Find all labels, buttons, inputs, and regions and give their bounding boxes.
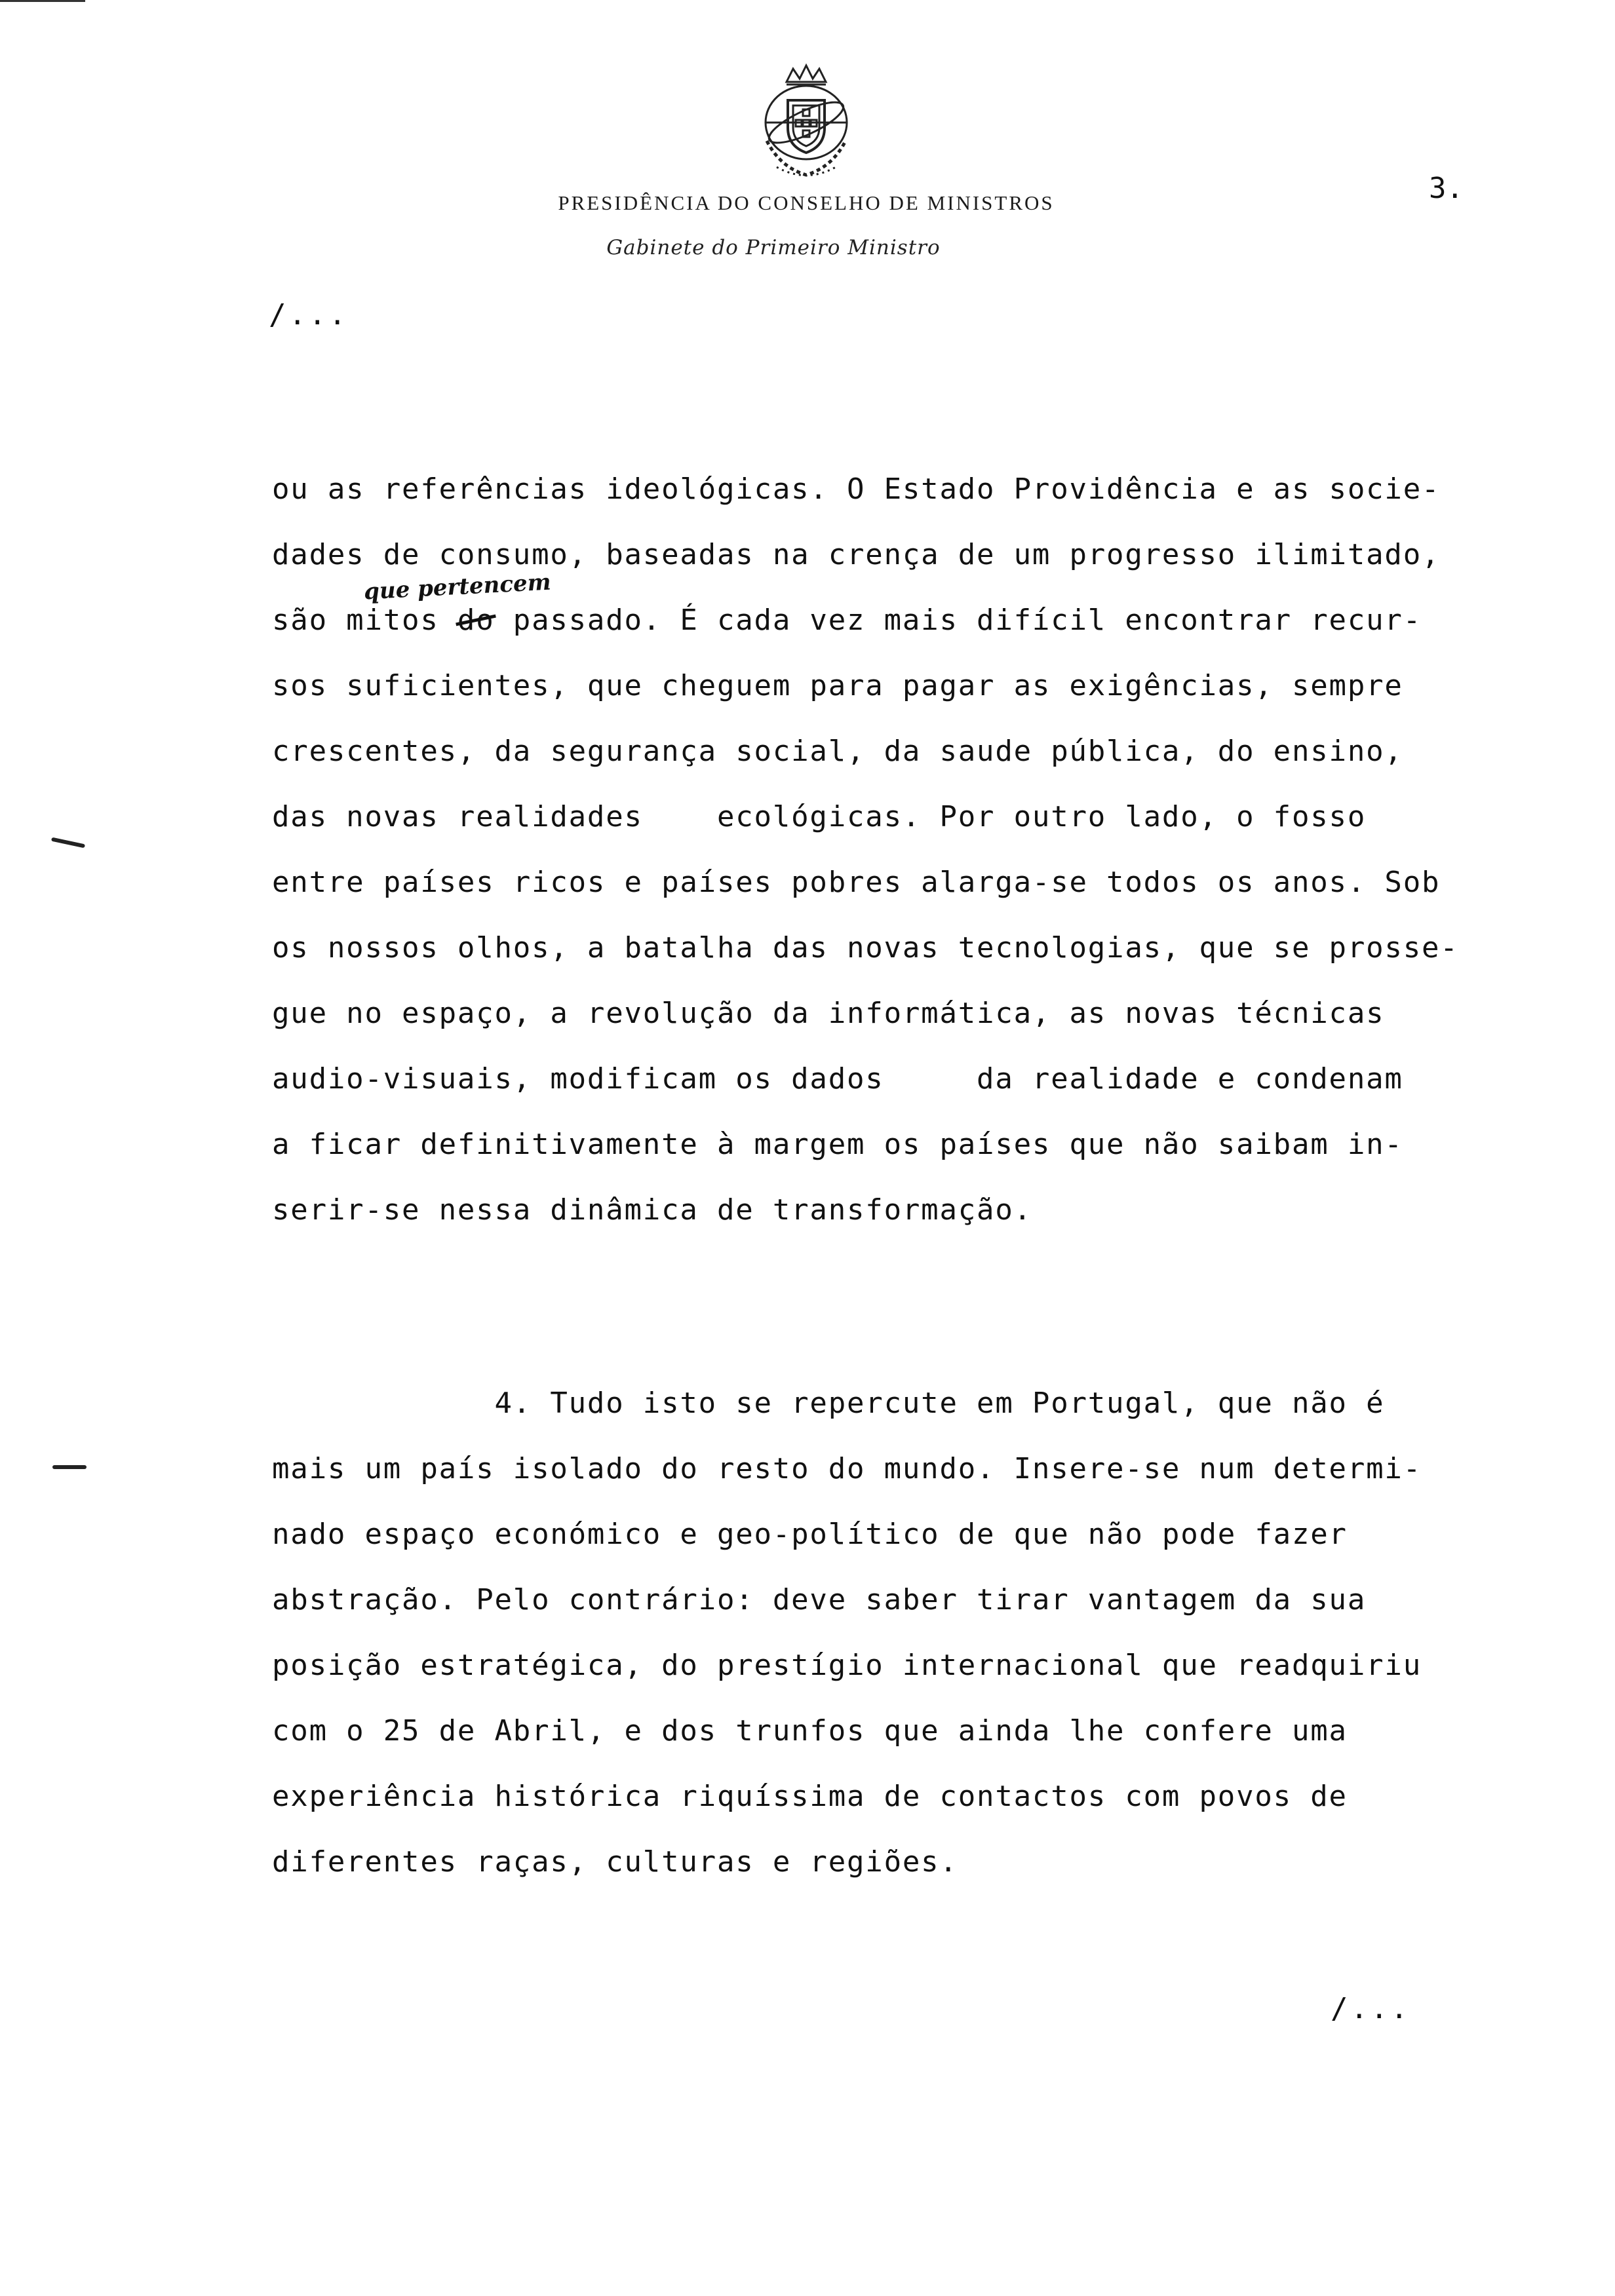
- text-line: sos suficientes, que cheguem para pagar as exigências, sempre: [272, 669, 1403, 702]
- scan-edge-rule: [0, 0, 85, 2]
- text-line: crescentes, da segurança social, da saude pública, do ensino,: [272, 735, 1403, 768]
- text-line: posição estratégica, do prestígio internacional que readquiriu: [272, 1649, 1422, 1682]
- text-line: serir-se nessa dinâmica de transformação.: [272, 1193, 1032, 1227]
- text-line: nado espaço económico e geo-político de que não pode fazer: [272, 1518, 1348, 1551]
- handwritten-insertion: que pertencem: [363, 569, 552, 605]
- text-line: das novas realidades ecológicas. Por outro lado, o fosso: [272, 800, 1367, 833]
- text-line: 4. Tudo isto se repercute em Portugal, que não é: [272, 1387, 1385, 1420]
- text-line: são mitos do passado. É cada vez mais difícil encontrar recur-: [272, 603, 1422, 637]
- margin-mark: [52, 1465, 87, 1469]
- text-line: mais um país isolado do resto do mundo. Insere-se num determi-: [272, 1452, 1422, 1485]
- text-line: experiência histórica riquíssima de contactos com povos de: [272, 1780, 1348, 1813]
- text-line: abstração. Pelo contrário: deve saber tirar vantagem da sua: [272, 1583, 1367, 1617]
- text-line: dades de consumo, baseadas na crença de um progresso ilimitado,: [272, 538, 1441, 571]
- letterhead-title: PRESIDÊNCIA DO CONSELHO DE MINISTROS: [558, 191, 1055, 214]
- text-line: gue no espaço, a revolução da informática, as novas técnicas: [272, 997, 1385, 1030]
- coat-of-arms-icon: [741, 62, 872, 187]
- continuation-mark-top: /...: [269, 298, 349, 332]
- text-line: entre países ricos e países pobres alarga-se todos os anos. Sob: [272, 866, 1441, 899]
- continuation-mark-bottom: /...: [1331, 1992, 1411, 2025]
- margin-mark: [51, 837, 85, 849]
- text-line: com o 25 de Abril, e dos trunfos que ainda lhe confere uma: [272, 1714, 1348, 1748]
- text-line: ou as referências ideológicas. O Estado Providência e as socie-: [272, 472, 1441, 506]
- text-line: diferentes raças, culturas e regiões.: [272, 1845, 958, 1879]
- text-line: os nossos olhos, a batalha das novas tecnologias, que se prosse-: [272, 931, 1459, 965]
- text-line: a ficar definitivamente à margem os países que não saibam in-: [272, 1128, 1403, 1161]
- page-number: 3.: [1429, 172, 1464, 205]
- text-line: audio-visuais, modificam os dados da realidade e condenam: [272, 1062, 1403, 1096]
- letterhead-subtitle: Gabinete do Primeiro Ministro: [606, 236, 941, 259]
